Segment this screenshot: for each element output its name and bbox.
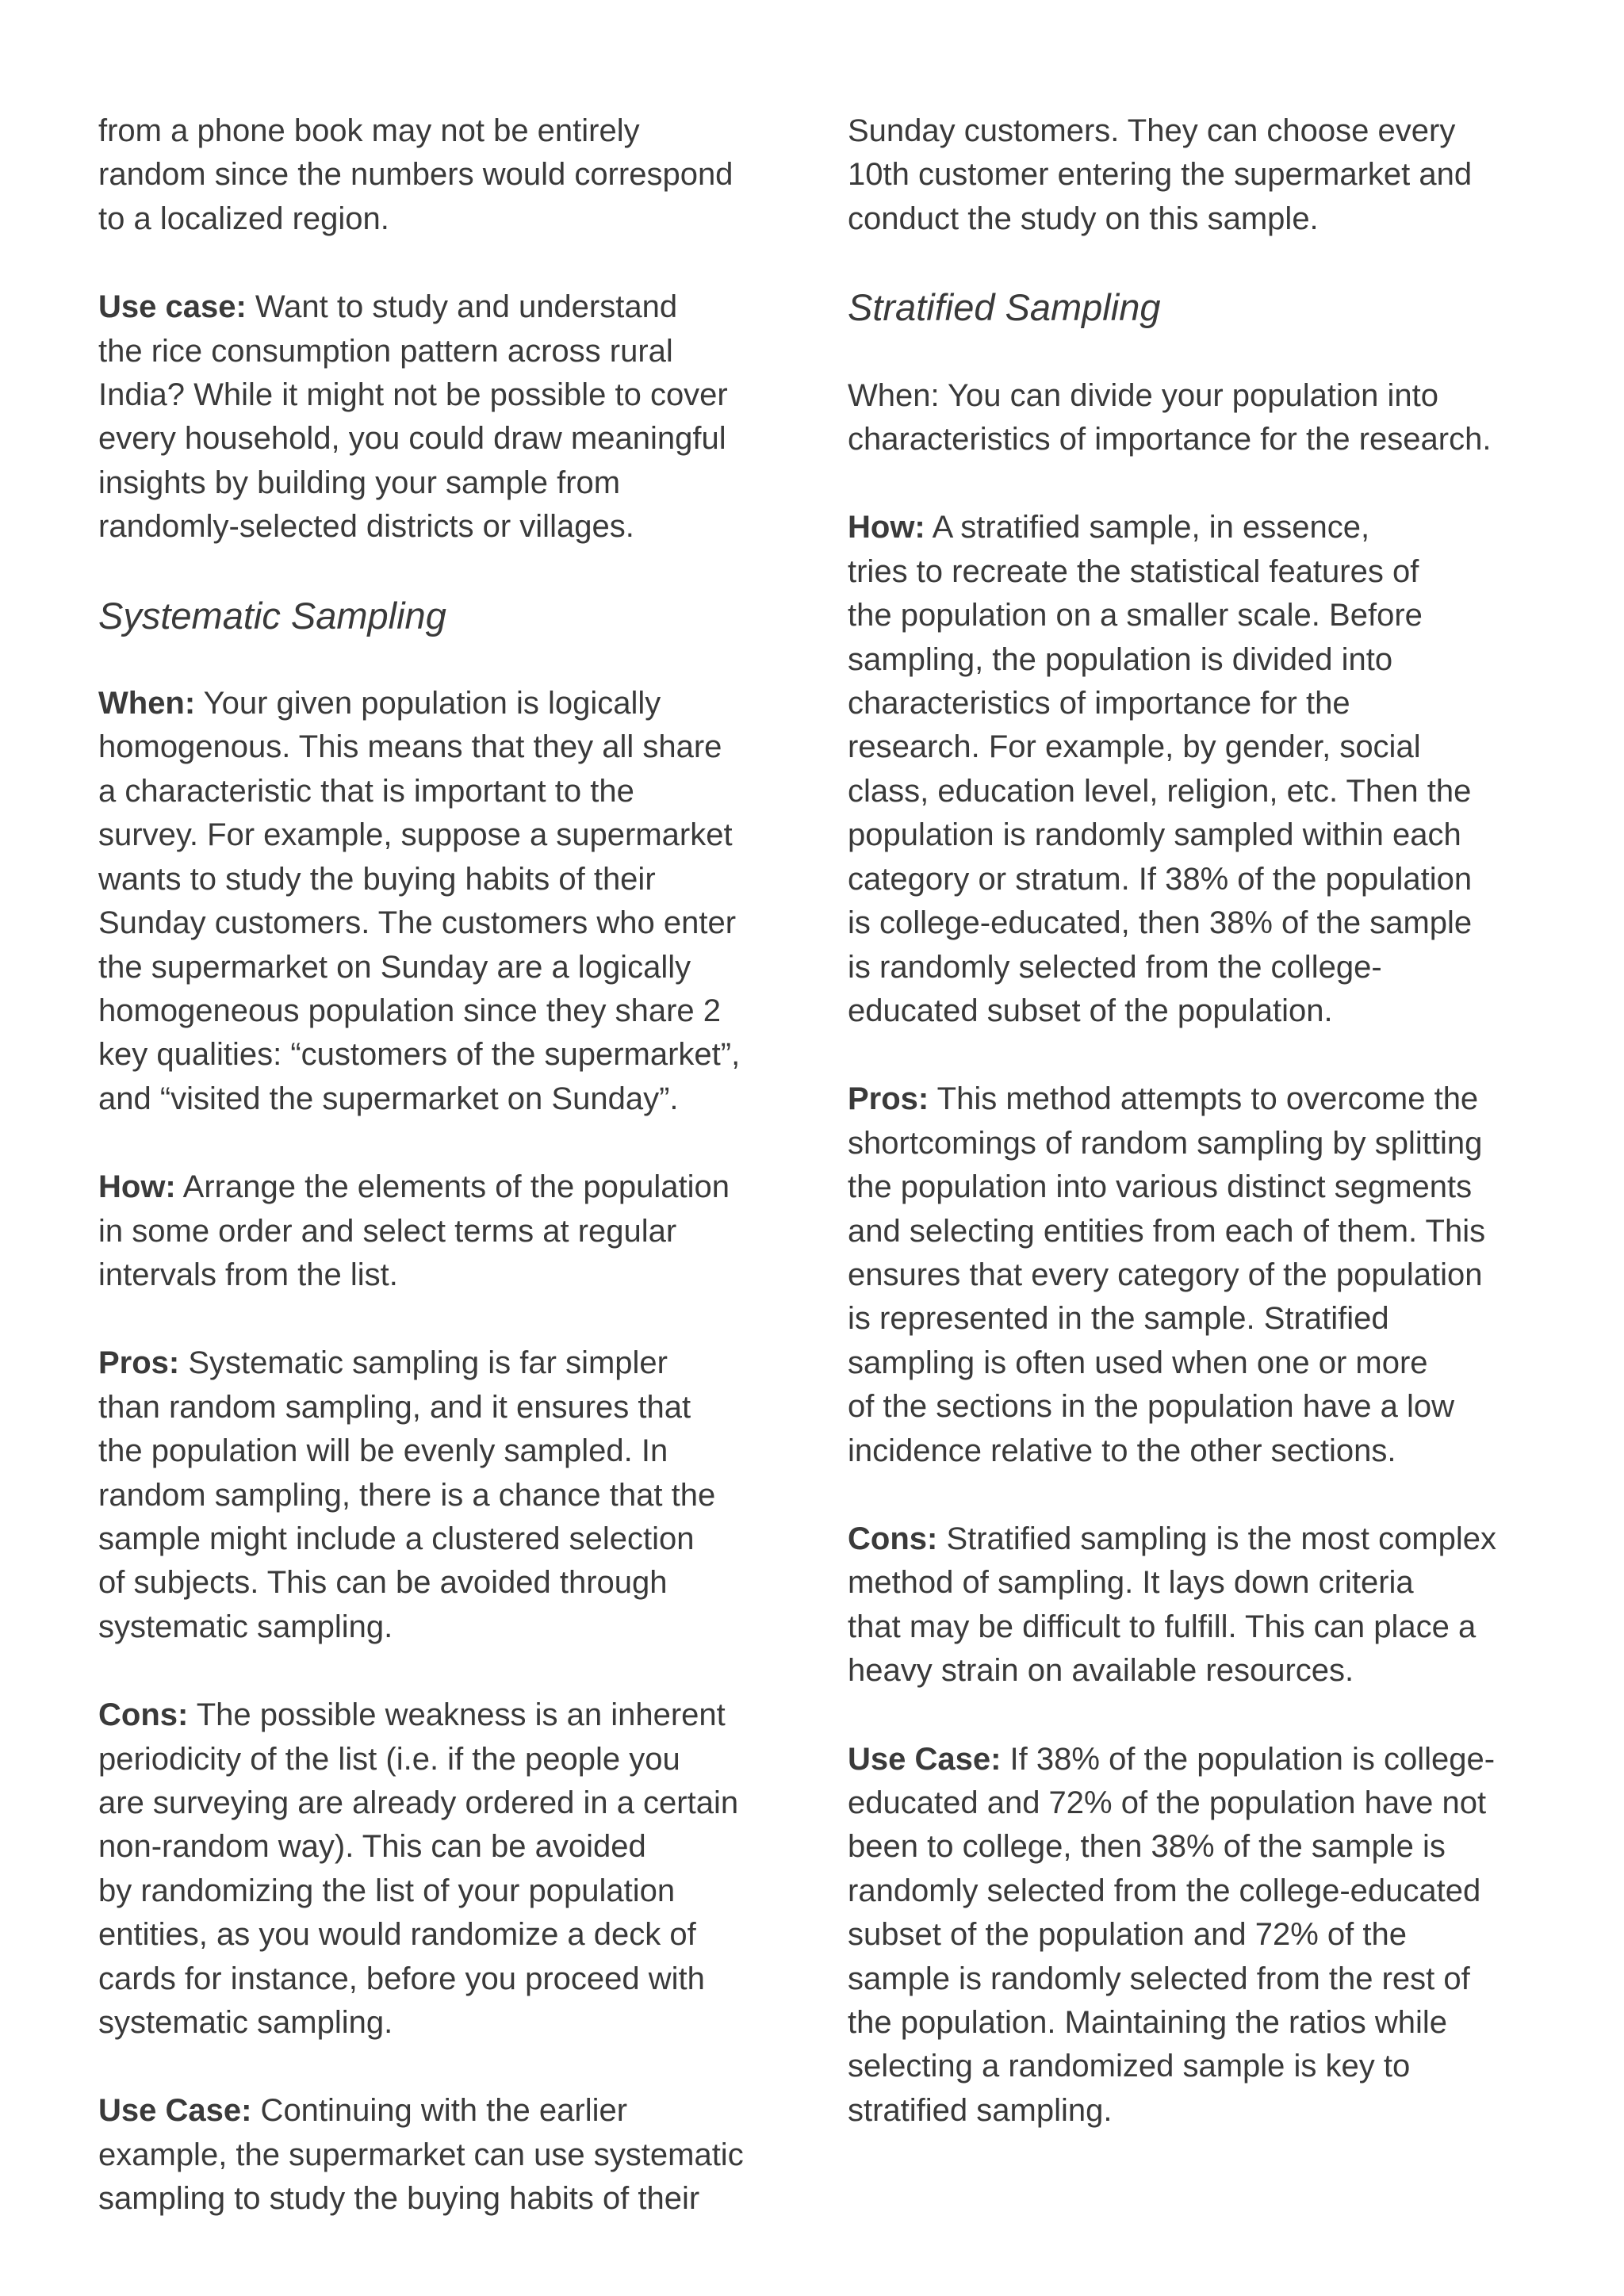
label-pros: Pros: <box>98 1345 180 1381</box>
paragraph-stratified-pros <box>848 1077 1545 1473</box>
paragraph-stratified-use-case <box>848 1738 1545 2133</box>
heading-stratified-sampling: Stratified Sampling <box>848 286 1161 329</box>
label-how: How: <box>848 510 925 545</box>
paragraph-systematic-cons <box>98 1693 796 2045</box>
paragraph-stratified-how <box>848 506 1545 1033</box>
text-use-case: If 38% of the population is college- educated and 72% of the population have not been to college, then 38% of the sample is randomly selected from the college-educated subset of the population and 72% of the sample is randomly selected from the rest of the population. Maintaining the ratios while selecting a randomized sample is key to stratified sampling. <box>848 1741 1496 2128</box>
text-use-case: Continuing with the earlier example, the supermarket can use systematic sampling to study the buying habits of their <box>98 2093 744 2217</box>
text-how: A stratified sample, in essence, tries to recreate the statistical features of the population on a smaller scale. Before sampling, the population is divided into characteristics of importance for the research. For example, by gender, social class, education level, religion, etc. Then the population is randomly sampled within each category or stratum. If 38% of the population is college-educated, then 38% of the sample is randomly selected from the college- educated subset of the population. <box>848 510 1473 1028</box>
paragraph-sunday-customers: Sunday customers. They can choose every 10th customer entering the supermarket and conduct the study on this sample. <box>848 113 1473 236</box>
paragraph-systematic-pros <box>98 1341 796 1649</box>
paragraph-stratified-cons <box>848 1517 1545 1693</box>
paragraph-cluster-use-case <box>98 285 796 549</box>
paragraph-systematic-use-case <box>98 2089 796 2221</box>
paragraph-phone-book: from a phone book may not be entirely random since the numbers would correspond to a localized region. <box>98 113 733 236</box>
text-cons: Stratified sampling is the most complex method of sampling. It lays down criteria that may be difficult to fulfill. This can place a heavy strain on available resources. <box>848 1521 1497 1689</box>
text-how: Arrange the elements of the population in some order and select terms at regular intervals from the list. <box>98 1169 730 1292</box>
label-cons: Cons: <box>848 1521 938 1556</box>
label-use-case: Use case: <box>98 289 247 325</box>
label-pros: Pros: <box>848 1081 929 1117</box>
paragraph-systematic-how <box>98 1165 796 1297</box>
heading-systematic-sampling: Systematic Sampling <box>98 594 446 637</box>
text-pros: This method attempts to overcome the shortcomings of random sampling by splitting the population into various distinct segments and selecting entities from each of them. This ensures that every category of the population is represented in the sample. Stratified sampling is often used when one or more of the sections in the population have a low incidence relative to the other sections. <box>848 1081 1486 1468</box>
label-when: When: <box>98 686 196 721</box>
paragraph-stratified-when: When: You can divide your population into characteristics of importance for the research. <box>848 377 1492 457</box>
label-cons: Cons: <box>98 1697 189 1733</box>
paragraph-systematic-when <box>98 682 796 1121</box>
text-when: Your given population is logically homogenous. This means that they all share a characteristic that is important to the survey. For example, suppose a supermarket wants to study the buying habits of their Sunday customers. The customers who enter the supermarket on Sunday are a logically homogeneous population since they share 2 key qualities: “customers of the supermarket”, and “visited the supermarket on Sunday”. <box>98 686 741 1116</box>
text-use-case: Want to study and understand the rice consumption pattern across rural India? While it might not be possible to cover every household, you could draw meaningful insights by building your sample from randomly-selected districts or villages. <box>98 289 728 545</box>
right-column <box>848 109 1545 2177</box>
text-pros: Systematic sampling is far simpler than random sampling, and it ensures that the population will be evenly sampled. In random sampling, there is a chance that the sample might include a clustered selection of subjects. This can be avoided through systematic sampling. <box>98 1345 716 1644</box>
label-how: How: <box>98 1169 176 1205</box>
left-column <box>98 109 796 2266</box>
label-use-case: Use Case: <box>98 2093 252 2129</box>
text-cons: The possible weakness is an inherent periodicity of the list (i.e. if the people you are surveying are already ordered in a certain non-random way). This can be avoided by randomizing the list of your population entities, as you would randomize a deck of cards for instance, before you proceed with systematic sampling. <box>98 1697 739 2041</box>
label-use-case: Use Case: <box>848 1741 1002 1777</box>
